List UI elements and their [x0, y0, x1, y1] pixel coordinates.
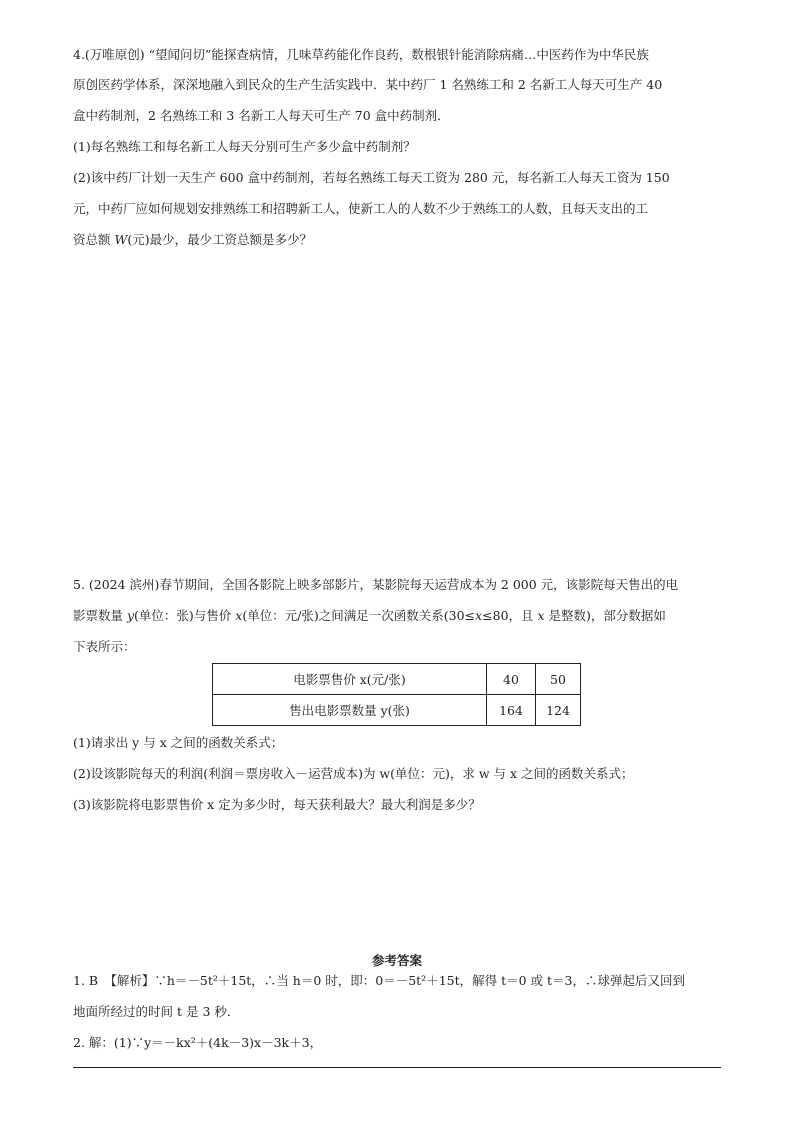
divider — [73, 1067, 721, 1068]
table-cell: 124 — [536, 695, 581, 726]
q5-variable-x: x — [235, 608, 243, 623]
table-row — [213, 695, 581, 726]
q4-sub-question-2-line-3 — [73, 234, 312, 247]
q5-sub-question-2: (2)设该影院每天的利润(利润＝票房收入－运营成本)为 w(单位：元)，求 w 与 x 之间的函数关系式； — [73, 766, 634, 781]
q4-sub-question-2-line-2: 元，中药厂应如何规划安排熟练工和招聘新工人，使新工人的人数不少于熟练工的人数，且每天支出的工 — [73, 201, 649, 216]
table-cell: 40 — [487, 664, 536, 695]
q5-line-2 — [73, 610, 666, 623]
table-cell: 50 — [536, 664, 581, 695]
table-cell: 164 — [487, 695, 536, 726]
q4-line-3-text-b: (元)最少，最少工资总额是多少？ — [127, 232, 313, 247]
q5-variable-y: y — [126, 608, 135, 623]
q5-variable-x-3: x — [537, 608, 545, 623]
q5-sub-question-1: (1)请求出 y 与 x 之间的函数关系式； — [73, 735, 284, 750]
q4-sub-question-1: (1)每名熟练工和每名新工人每天分别可生产多少盒中药制剂？ — [73, 139, 416, 154]
table-header-quantity: 售出电影票数量 y(张) — [213, 695, 487, 726]
q5-text-b: (单位：张)与售价 — [134, 608, 236, 623]
q5-text-e: 是整数)，部分数据如 — [544, 608, 666, 623]
price-quantity-table — [212, 663, 581, 726]
q4-line-3: 盒中药制剂，2 名熟练工和 3 名新工人每天可生产 70 盒中药制剂． — [73, 108, 450, 123]
q5-variable-x-2: x — [475, 608, 483, 623]
q5-text-d: ≤80，且 — [482, 608, 538, 623]
q4-line-3-text-a: 资总额 — [73, 232, 115, 247]
q5-sub-question-3: (3)该影院将电影票售价 x 定为多少时，每天获利最大？最大利润是多少？ — [73, 797, 481, 812]
q5-line-3: 下表所示： — [73, 639, 136, 654]
answer-1-line-2: 地面所经过的时间 t 是 3 秒． — [73, 1004, 240, 1019]
q4-line-1: 4.(万唯原创) “望闻问切”能探查病情，几味草药能化作良药，数根银针能消除病痛…中医药作为中华民族 — [73, 47, 649, 62]
q4-variable-w: W — [114, 232, 128, 247]
answer-2-line-1: 2. 解：(1)∵y＝－kx²＋(4k－3)x－3k＋3， — [73, 1035, 323, 1050]
answers-title: 参考答案 — [371, 953, 422, 968]
answer-1-line-1: 1. B 【解析】∵h＝－5t²＋15t，∴当 h＝0 时，即：0＝－5t²＋15t，解得 t＝0 或 t＝3，∴球弹起后又回到 — [73, 973, 685, 988]
table-header-price: 电影票售价 x(元/张) — [213, 664, 487, 695]
table-row — [213, 664, 581, 695]
q5-text-a: 影票数量 — [73, 608, 127, 623]
q5-line-1: 5. (2024 滨州)春节期间，全国各影院上映多部影片，某影院每天运营成本为 2 000 元，该影院每天售出的电 — [73, 577, 679, 592]
q5-text-c: (单位：元/张)之间满足一次函数关系(30≤ — [242, 608, 476, 623]
q4-line-2: 原创医药学体系，深深地融入到民众的生产生活实践中．某中药厂 1 名熟练工和 2 名新工人每天可生产 40 — [73, 77, 663, 92]
q4-sub-question-2-line-1: (2)该中药厂计划一天生产 600 盒中药制剂，若每名熟练工每天工资为 280 元，每名新工人每天工资为 150 — [73, 170, 670, 185]
